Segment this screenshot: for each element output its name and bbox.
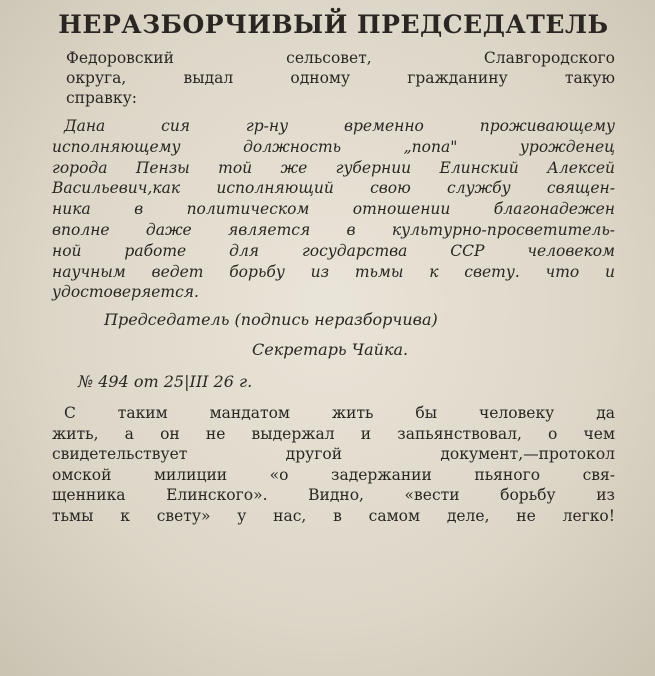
certificate-line: ной работе для государства ССР человеком — [52, 241, 615, 260]
certificate-line: ника в политическом отношении благонадежен — [52, 200, 615, 219]
outro-paragraph — [52, 403, 615, 526]
outro-line: омской милиции «о задержании пьяного свя- — [52, 465, 615, 484]
intro-line: округа, выдал одному гражданину такую — [66, 69, 615, 87]
chairman-signature-line: Председатель (подпись неразборчива) — [104, 310, 438, 330]
intro-line: Федоровский сельсовет, Славгородского — [66, 49, 615, 67]
certificate-line: города Пензы той же губернии Елинский Алексей — [52, 158, 615, 177]
outro-line: С таким мандатом жить бы человеку да — [64, 404, 615, 423]
secretary-signature-line: Секретарь Чайка. — [252, 340, 409, 360]
certificate-line: Васильевич,как исполняющий свою службу священ- — [52, 179, 615, 198]
certificate-line: Дана сия гр-ну временно проживающему — [64, 117, 615, 135]
outro-line: жить, а он не выдержал и запьянствовал, о чем — [52, 424, 615, 443]
document-number: № 494 от 25|III 26 г. — [78, 372, 253, 392]
certificate-line: научным ведет борьбу из тьмы к свету. что и — [52, 262, 615, 281]
intro-paragraph — [66, 48, 615, 108]
headline: НЕРАЗБОРЧИВЫЙ ПРЕДСЕДАТЕЛЬ — [58, 10, 609, 39]
outro-line: тьмы к свету» у нас, в самом деле, не легко! — [52, 506, 615, 525]
certificate-line: вполне даже является в культурно-просветитель- — [52, 220, 615, 239]
certificate-text — [52, 116, 615, 303]
intro-line: справку: — [66, 89, 137, 107]
certificate-line: удостоверяется. — [52, 283, 199, 302]
outro-line: свидетельствует другой документ,—протокол — [52, 445, 615, 464]
certificate-line: исполняющему должность „попа" урожденец — [52, 137, 615, 156]
outro-line: щенника Елинского». Видно, «вести борьбу из — [52, 486, 615, 505]
